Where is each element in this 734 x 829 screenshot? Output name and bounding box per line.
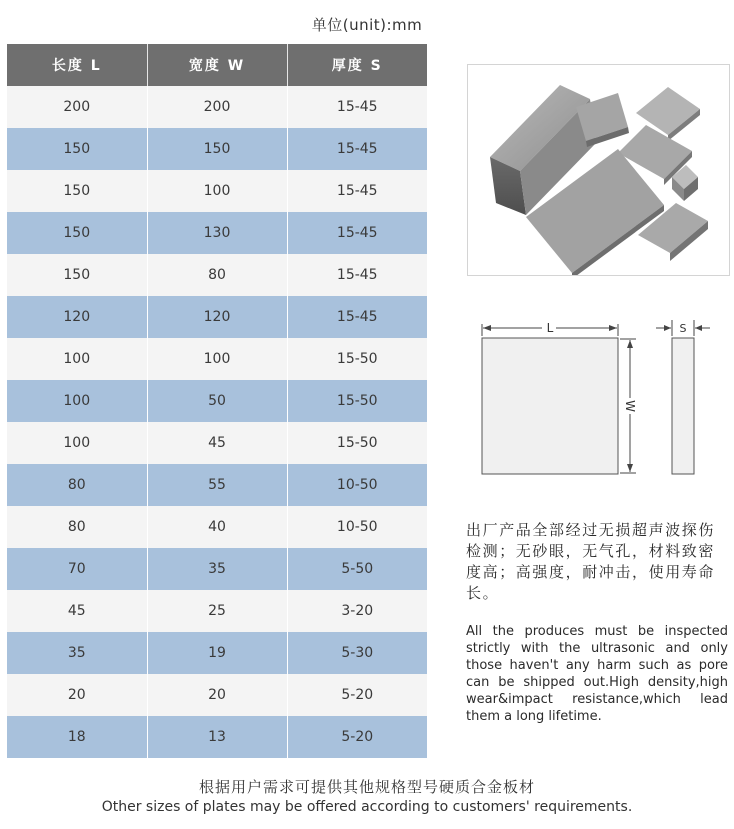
cell-thickness: 3-20 (287, 590, 427, 632)
cell-width: 40 (147, 506, 287, 548)
cell-width: 20 (147, 674, 287, 716)
cell-thickness: 15-45 (287, 296, 427, 338)
cell-thickness: 10-50 (287, 464, 427, 506)
table-row (7, 380, 427, 422)
cell-length: 45 (7, 590, 147, 632)
table-row (7, 422, 427, 464)
length-label: L (546, 321, 554, 335)
plate-front-view (482, 338, 618, 474)
cell-length: 80 (7, 464, 147, 506)
cell-length: 70 (7, 548, 147, 590)
table-row (7, 590, 427, 632)
cell-length: 100 (7, 380, 147, 422)
table-row (7, 548, 427, 590)
cell-thickness: 15-50 (287, 422, 427, 464)
cell-length: 100 (7, 422, 147, 464)
table-row (7, 170, 427, 212)
table-row (7, 296, 427, 338)
table-body (7, 86, 427, 758)
table-row (7, 254, 427, 296)
cell-width: 25 (147, 590, 287, 632)
column-header-thickness: 厚度 S (287, 44, 427, 86)
cell-width: 13 (147, 716, 287, 758)
cell-thickness: 10-50 (287, 506, 427, 548)
cell-length: 150 (7, 170, 147, 212)
product-photo (467, 64, 730, 276)
cell-width: 100 (147, 170, 287, 212)
cell-length: 80 (7, 506, 147, 548)
cell-width: 19 (147, 632, 287, 674)
table-row (7, 632, 427, 674)
cell-length: 100 (7, 338, 147, 380)
thickness-label: S (679, 322, 687, 335)
table-row (7, 716, 427, 758)
length-dimension (482, 321, 618, 336)
cell-thickness: 15-45 (287, 170, 427, 212)
table-header (7, 44, 427, 86)
cell-width: 50 (147, 380, 287, 422)
cell-length: 150 (7, 212, 147, 254)
cell-width: 200 (147, 86, 287, 128)
cell-thickness: 15-45 (287, 254, 427, 296)
cell-thickness: 5-50 (287, 548, 427, 590)
table-row (7, 128, 427, 170)
column-header-width: 宽度 W (147, 44, 287, 86)
cell-width: 150 (147, 128, 287, 170)
size-spec-table (7, 44, 427, 758)
plate-side-view (672, 338, 694, 474)
table-row (7, 86, 427, 128)
cell-thickness: 15-45 (287, 128, 427, 170)
cell-thickness: 5-20 (287, 716, 427, 758)
cell-width: 130 (147, 212, 287, 254)
cell-length: 150 (7, 128, 147, 170)
cell-thickness: 15-50 (287, 338, 427, 380)
width-dimension (620, 339, 637, 473)
cell-length: 35 (7, 632, 147, 674)
description-english: All the produces must be inspected strictly with the ultrasonic and only those haven't any harm such as pore can be shipped out.High density,high wear&impact resistance,which lead them a long lifetime. (466, 624, 728, 724)
cell-length: 150 (7, 254, 147, 296)
cell-thickness: 15-45 (287, 212, 427, 254)
cell-width: 80 (147, 254, 287, 296)
cell-length: 20 (7, 674, 147, 716)
table-row (7, 338, 427, 380)
cell-thickness: 5-30 (287, 632, 427, 674)
cell-width: 45 (147, 422, 287, 464)
cell-width: 120 (147, 296, 287, 338)
cell-length: 18 (7, 716, 147, 758)
cell-thickness: 15-45 (287, 86, 427, 128)
footer-note-english: Other sizes of plates may be offered according to customers' requirements. (101, 799, 633, 815)
cell-width: 35 (147, 548, 287, 590)
cell-thickness: 5-20 (287, 674, 427, 716)
unit-label: 单位(unit):mm (311, 16, 423, 34)
description-chinese: 出厂产品全部经过无损超声波探伤检测；无砂眼，无气孔，材料致密度高；高强度，耐冲击，使用寿命长。 (466, 521, 716, 602)
thickness-dimension (656, 320, 710, 336)
column-header-length: 长度 L (7, 44, 147, 86)
table-row (7, 674, 427, 716)
table-row (7, 212, 427, 254)
cell-length: 120 (7, 296, 147, 338)
cell-length: 200 (7, 86, 147, 128)
table-row (7, 506, 427, 548)
cell-thickness: 15-50 (287, 380, 427, 422)
header-row (7, 44, 427, 86)
table-row (7, 464, 427, 506)
carbide-plates-image (468, 65, 729, 275)
cell-width: 55 (147, 464, 287, 506)
footer-note-chinese: 根据用户需求可提供其他规格型号硬质合金板材 (198, 778, 535, 796)
width-label: W (623, 400, 637, 412)
cell-width: 100 (147, 338, 287, 380)
dimension-diagram (470, 312, 730, 496)
